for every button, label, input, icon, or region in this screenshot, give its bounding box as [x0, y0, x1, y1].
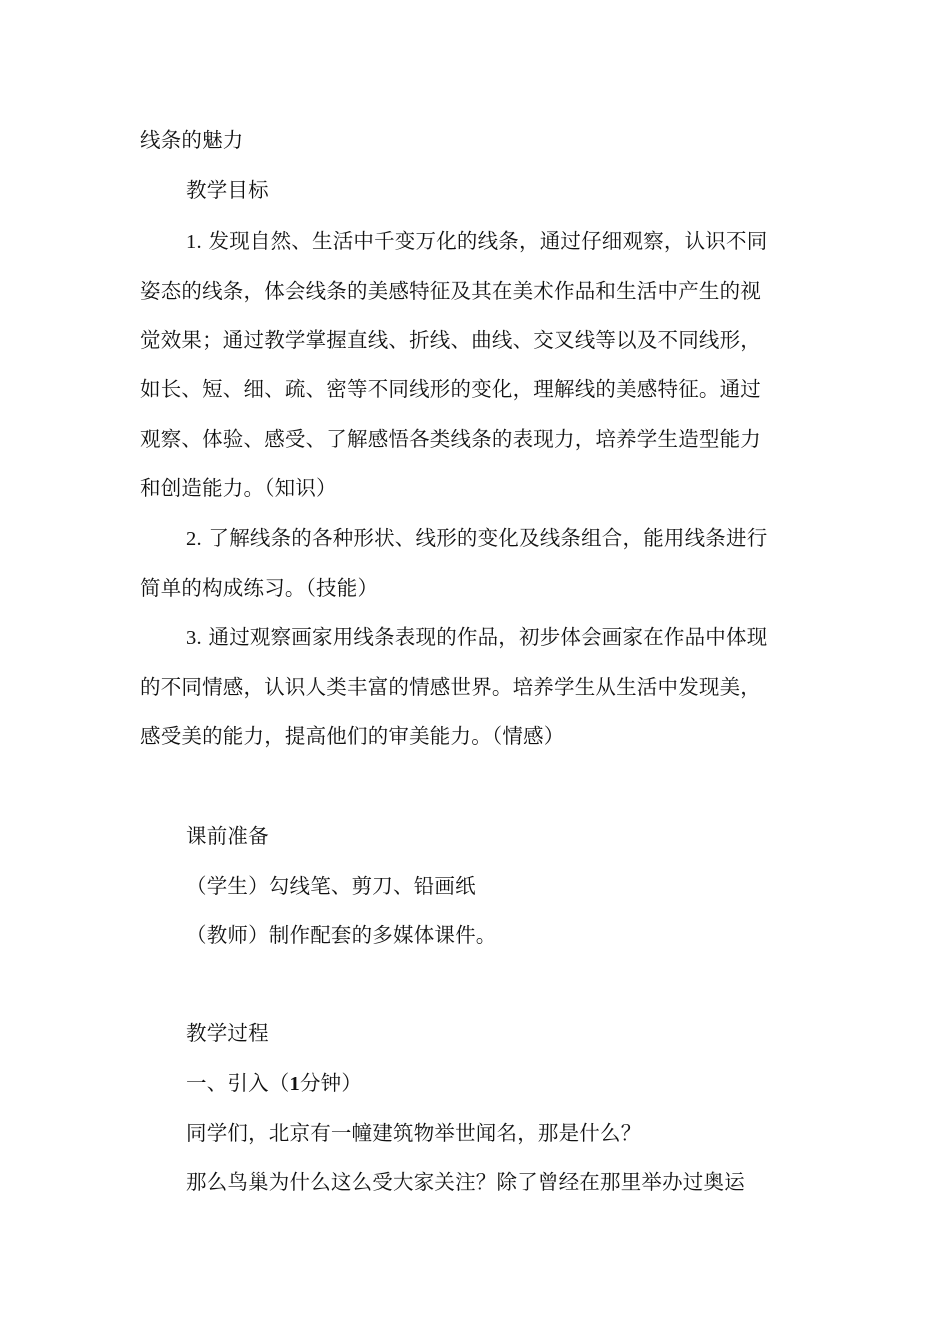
goal-2-text-line-2: 简单的构成练习。（技能）	[140, 576, 379, 600]
goal-3-first-line	[186, 624, 767, 651]
goal-1-text-line-6: 和创造能力。（知识）	[140, 476, 337, 500]
goal-1-text-line-4: 如长、短、细、疏、密等不同线形的变化，理解线的美感特征。通过	[140, 377, 761, 401]
intro-suffix: 分钟）	[299, 1071, 363, 1095]
goal-1-text-line-1: 发现自然、生活中千变万化的线条，通过仔细观察，认识不同	[208, 229, 768, 253]
goal-1-text-line-5: 观察、体验、感受、了解感悟各类线条的表现力，培养学生造型能力	[140, 427, 761, 451]
goal-3-number: 3.	[186, 627, 202, 649]
intro-prefix: 一、引入（	[186, 1071, 290, 1095]
goal-2-first-line	[186, 525, 767, 552]
goal-3-text-line-1: 通过观察画家用线条表现的作品，初步体会画家在作品中体现	[208, 625, 768, 649]
goal-2-text-line-1: 了解线条的各种形状、线形的变化及线条组合，能用线条进行	[208, 526, 768, 550]
goal-3-text-line-2: 的不同情感，认识人类丰富的情感世界。培养学生从生活中发现美，	[140, 675, 761, 699]
intro-paragraph-2: 那么鸟巢为什么这么受大家关注？除了曾经在那里举办过奥运	[186, 1170, 745, 1194]
intro-minutes: 1	[289, 1073, 300, 1095]
goal-2-number: 2.	[186, 528, 202, 550]
process-heading: 教学过程	[186, 1021, 269, 1045]
goal-3-text-line-3: 感受美的能力，提高他们的审美能力。（情感）	[140, 724, 565, 748]
goal-1-number: 1.	[186, 231, 202, 253]
prep-teacher: （教师）制作配套的多媒体课件。	[186, 923, 497, 947]
goal-1-text-line-2: 姿态的线条，体会线条的美感特征及其在美术作品和生活中产生的视	[140, 279, 761, 303]
goal-1-text-line-3: 觉效果；通过教学掌握直线、折线、曲线、交叉线等以及不同线形，	[140, 328, 761, 352]
intro-heading	[186, 1070, 362, 1097]
doc-title: 线条的魅力	[140, 128, 244, 152]
prep-student: （学生）勾线笔、剪刀、铅画纸	[186, 874, 476, 898]
goals-heading: 教学目标	[186, 178, 269, 202]
intro-paragraph-1: 同学们，北京有一幢建筑物举世闻名，那是什么？	[186, 1121, 642, 1145]
goal-1-first-line	[186, 228, 767, 255]
prep-heading: 课前准备	[186, 824, 269, 848]
